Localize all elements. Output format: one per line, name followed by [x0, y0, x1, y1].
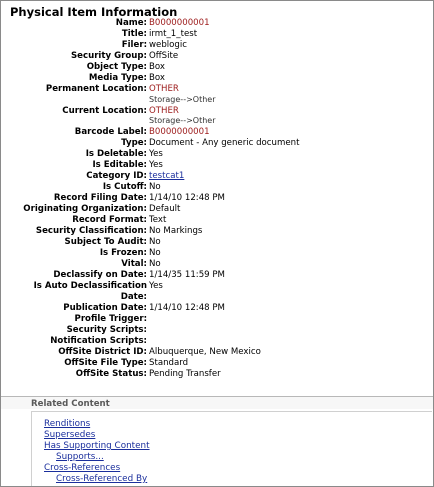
field-label — [103, 182, 147, 193]
field-row — [1, 73, 434, 84]
field-label-text: Type: — [121, 138, 147, 148]
field-label-text: OffSite District ID: — [58, 346, 147, 357]
field-value-text: weblogic — [149, 40, 187, 50]
field-label-text: Is Auto Declassification — [33, 281, 147, 291]
related-link[interactable]: Cross-References — [44, 463, 121, 473]
field-value — [149, 149, 163, 160]
field-value-text: Albuquerque, New Mexico — [149, 346, 261, 357]
field-value — [149, 18, 210, 29]
related-content-header — [1, 396, 433, 409]
field-label — [65, 237, 147, 248]
field-label-text: Record Format: — [72, 215, 147, 225]
field-label — [67, 325, 147, 336]
field-label-text: Subject To Audit: — [64, 237, 147, 247]
field-value — [149, 226, 202, 237]
field-label-text: Publication Date: — [63, 302, 147, 313]
field-row — [1, 62, 434, 73]
field-value-text: irmt_1_test — [149, 29, 198, 39]
field-label — [58, 347, 147, 358]
field-row — [1, 237, 434, 248]
field-label-text: Notification Scripts: — [50, 335, 147, 346]
field-row — [1, 369, 434, 380]
field-value-text: OTHER — [149, 105, 179, 116]
related-link[interactable]: Renditions — [44, 419, 91, 429]
field-value — [149, 237, 161, 248]
field-value-text: Text — [149, 215, 167, 225]
field-row — [1, 259, 434, 270]
field-row — [1, 303, 434, 314]
page-title: Physical Item Information — [10, 5, 178, 19]
field-label — [87, 62, 147, 73]
field-row — [1, 171, 434, 182]
field-row — [1, 182, 434, 193]
field-value-text: No — [149, 182, 161, 192]
field-value-text: Standard — [149, 357, 189, 368]
field-row — [1, 193, 434, 204]
field-row — [1, 84, 434, 106]
field-value-text: No — [149, 248, 161, 258]
field-value — [149, 51, 178, 62]
field-value-text: Yes — [149, 281, 163, 291]
field-row — [1, 149, 434, 160]
field-label — [64, 358, 147, 369]
field-row — [1, 40, 434, 51]
field-value — [149, 347, 261, 358]
field-label — [62, 106, 147, 117]
field-label — [116, 18, 147, 29]
field-label-text: Category ID: — [86, 171, 147, 181]
field-label — [92, 160, 147, 171]
field-label — [121, 259, 147, 270]
field-label — [53, 270, 147, 281]
field-row — [1, 336, 434, 347]
field-label — [86, 171, 147, 182]
field-value — [149, 73, 165, 84]
field-value-text: No Markings — [149, 226, 203, 236]
field-value — [149, 259, 161, 270]
field-value-text: B0000000001 — [149, 18, 210, 28]
field-label-text: Is Cutoff: — [102, 182, 147, 192]
field-label-text-line2: Date: — [120, 291, 147, 302]
field-label-text: Profile Trigger: — [74, 313, 147, 324]
field-label-text: Security Group: — [70, 51, 147, 61]
field-label — [46, 84, 147, 95]
location-path: Storage-->Other — [149, 116, 216, 125]
field-value-text: 1/14/10 12:48 PM — [149, 302, 225, 313]
field-label — [72, 215, 147, 226]
field-value-text: Box — [149, 73, 165, 83]
field-value — [149, 171, 184, 182]
related-links — [44, 419, 150, 485]
field-label-text: Media Type: — [88, 73, 147, 83]
related-link-item — [44, 474, 150, 485]
field-row — [1, 325, 434, 336]
related-link-item — [44, 441, 150, 452]
field-row — [1, 215, 434, 226]
field-label-text: OffSite Status: — [75, 368, 147, 379]
field-label — [122, 29, 147, 40]
field-label — [100, 248, 147, 259]
related-link[interactable]: Supersedes — [44, 430, 96, 440]
field-label-text: Name: — [115, 18, 147, 28]
field-value-text: B0000000001 — [149, 127, 210, 137]
field-label — [50, 336, 147, 347]
field-label-text: Record Filing Date: — [53, 193, 147, 203]
field-row — [1, 106, 434, 128]
field-value-text: 1/14/35 11:59 PM — [149, 270, 225, 280]
category-id-link[interactable]: testcat1 — [149, 171, 185, 181]
field-value — [149, 84, 216, 105]
field-value — [149, 62, 165, 73]
field-label — [89, 73, 147, 84]
field-row — [1, 226, 434, 237]
field-value — [149, 138, 299, 149]
field-label-text: Vital: — [121, 259, 147, 269]
field-value-text: Default — [149, 204, 181, 214]
field-label — [36, 226, 147, 237]
field-value-text: Box — [149, 62, 165, 72]
field-label-text: Is Deletable: — [85, 149, 147, 159]
related-link-item — [44, 419, 150, 430]
field-label — [121, 138, 147, 149]
field-value — [149, 248, 161, 259]
related-link[interactable]: Cross-Referenced By — [56, 474, 148, 484]
field-value-text: Pending Transfer — [149, 368, 221, 379]
related-link-item — [44, 452, 150, 463]
field-label-text: Is Editable: — [92, 160, 147, 170]
field-value-text: Yes — [149, 149, 163, 159]
field-label — [54, 193, 147, 204]
field-value — [149, 40, 187, 51]
field-label — [75, 127, 147, 138]
field-row — [1, 138, 434, 149]
related-link-item — [44, 463, 150, 474]
field-value — [149, 281, 163, 292]
field-row — [1, 29, 434, 40]
field-label — [23, 204, 147, 215]
related-content-title: Related Content — [31, 399, 110, 409]
field-value — [149, 270, 225, 281]
field-value-text: OTHER — [149, 84, 179, 94]
field-label — [86, 149, 147, 160]
field-row — [1, 51, 434, 62]
field-label — [122, 40, 147, 51]
field-value-text: No — [149, 237, 161, 247]
field-row — [1, 281, 434, 303]
field-label — [63, 303, 147, 314]
field-value-text: No — [149, 259, 161, 269]
field-value — [149, 204, 180, 215]
field-row — [1, 358, 434, 369]
field-row — [1, 204, 434, 215]
field-label-text: Security Scripts: — [66, 324, 147, 335]
field-value-text: Yes — [149, 160, 163, 170]
field-label — [34, 281, 147, 302]
field-value — [149, 29, 197, 40]
field-value-text: 1/14/10 12:48 PM — [149, 193, 225, 203]
field-label-text: Security Classification: — [35, 226, 147, 236]
field-value-text: OffSite — [149, 51, 179, 61]
field-label — [75, 314, 147, 325]
field-value — [149, 193, 225, 204]
field-label-text: Filer: — [121, 40, 147, 50]
field-label — [76, 369, 147, 380]
field-label — [71, 51, 147, 62]
related-link[interactable]: Supports... — [56, 452, 104, 462]
field-row — [1, 127, 434, 138]
field-value-text: Document - Any generic document — [149, 138, 300, 148]
field-value — [149, 127, 210, 138]
field-label-text: Originating Organization: — [23, 204, 147, 214]
field-value — [149, 160, 163, 171]
field-label-text: Permanent Location: — [45, 84, 147, 94]
field-row — [1, 314, 434, 325]
field-value — [149, 369, 221, 380]
field-value — [149, 106, 216, 127]
field-label-text: Barcode Label: — [74, 127, 147, 137]
related-link-item — [44, 430, 150, 441]
field-row — [1, 160, 434, 171]
field-label-text: Current Location: — [62, 105, 147, 116]
field-value — [149, 303, 225, 314]
field-row — [1, 347, 434, 358]
field-list — [1, 18, 434, 380]
field-label-text: Title: — [121, 29, 147, 39]
field-value — [149, 182, 161, 193]
field-value — [149, 215, 166, 226]
field-label-text: OffSite File Type: — [64, 357, 147, 368]
field-label-text: Declassify on Date: — [53, 270, 147, 280]
field-row — [1, 18, 434, 29]
field-label-text: Is Frozen: — [99, 248, 147, 258]
field-value — [149, 358, 188, 369]
field-row — [1, 270, 434, 281]
related-link[interactable]: Has Supporting Content — [44, 441, 150, 451]
location-path: Storage-->Other — [149, 94, 216, 104]
field-row — [1, 248, 434, 259]
field-label-text: Object Type: — [86, 62, 147, 72]
